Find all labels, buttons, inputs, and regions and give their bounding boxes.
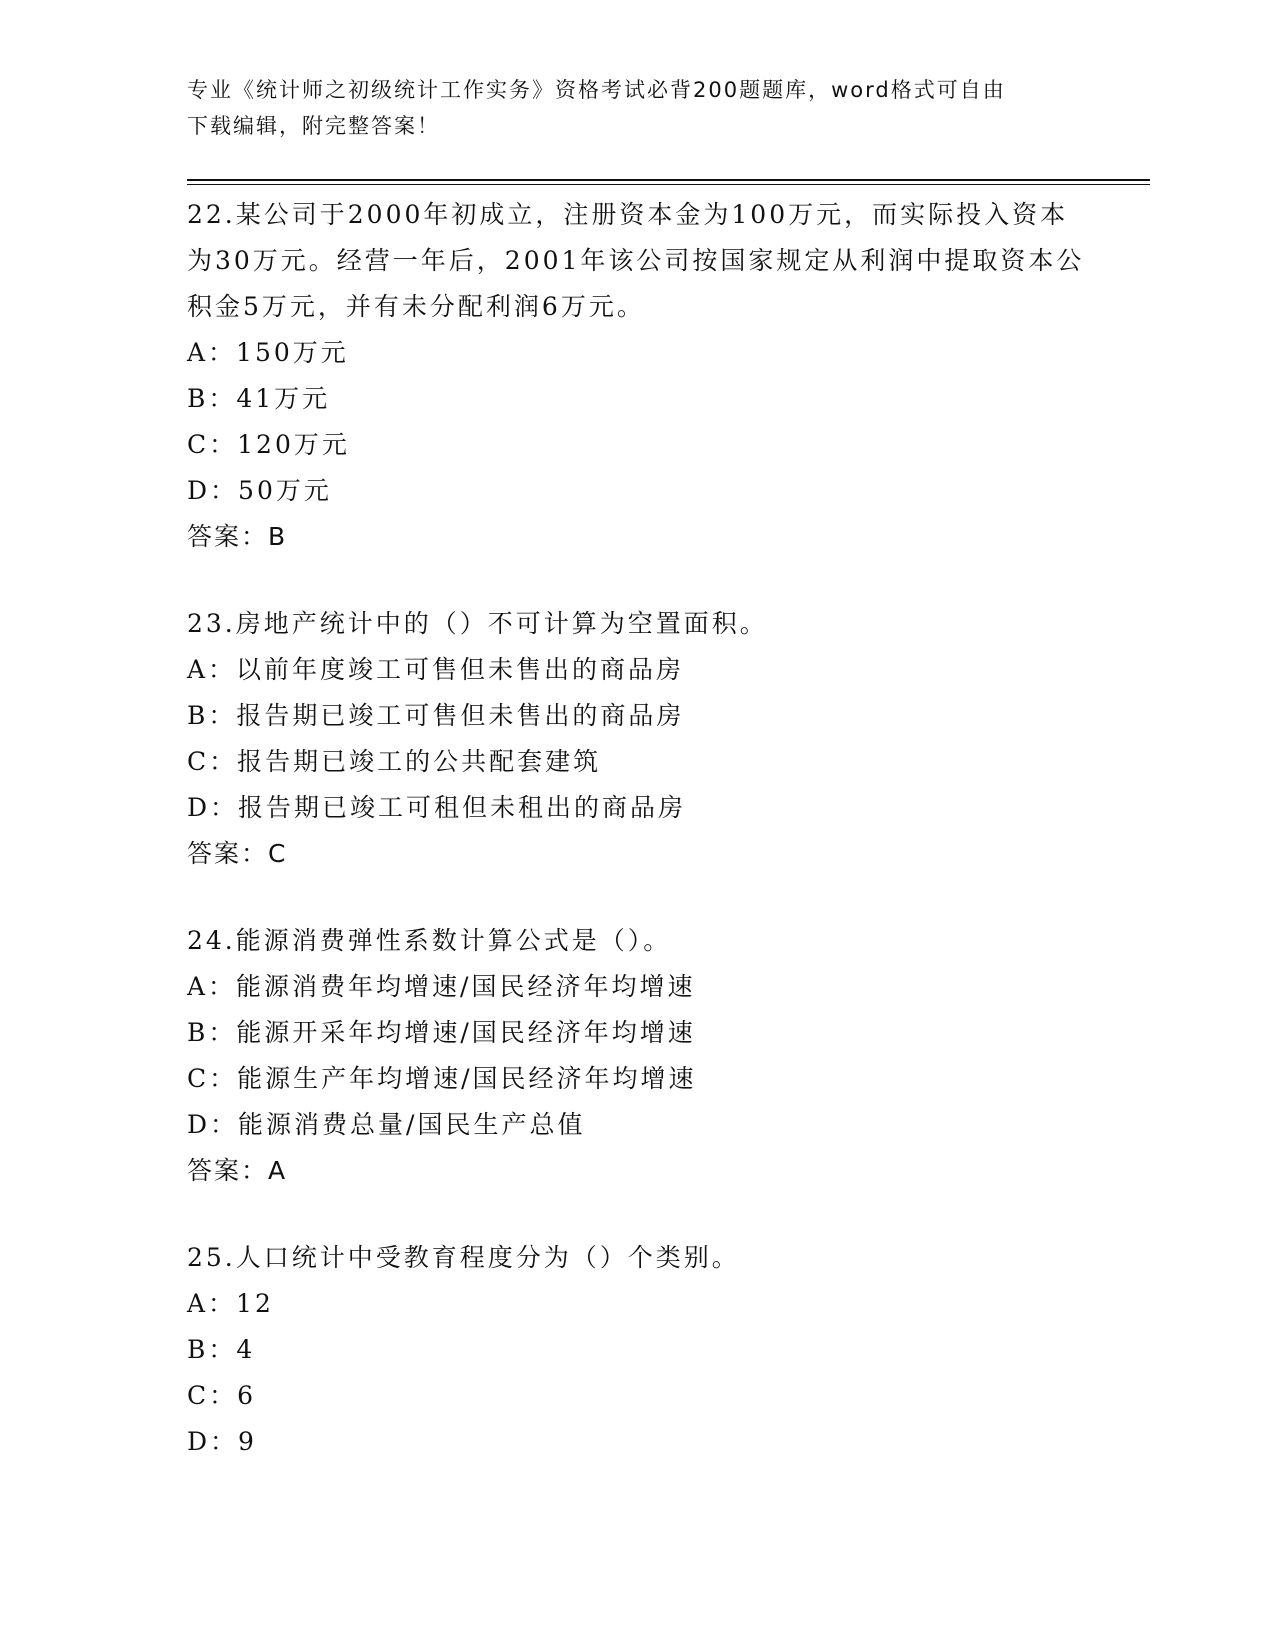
option-b: B：4 [187, 1335, 256, 1364]
question-text: 24.能源消费弹性系数计算公式是（）。 [187, 926, 672, 955]
header-line-1: 专业《统计师之初级统计工作实务》资格考试必背200题题库，word格式可自由 [187, 78, 1006, 102]
header-divider [187, 179, 1150, 181]
option-d: D：50万元 [187, 476, 332, 505]
option-a: A：以前年度竣工可售但未售出的商品房 [187, 655, 685, 684]
question-text: 22.某公司于2000年初成立，注册资本金为100万元，而实际投入资本为30万元。经营一年后，2001年该公司按国家规定从利润中提取资本公积金5万元，并有未分配利润6万元。 [187, 200, 1085, 321]
header-line-2: 下载编辑，附完整答案！ [187, 114, 440, 138]
question-23 [187, 601, 1087, 877]
document-header [187, 72, 1087, 144]
option-c: C：报告期已竣工的公共配套建筑 [187, 747, 602, 776]
answer: 答案：B [187, 522, 288, 551]
option-b: B：报告期已竣工可售但未售出的商品房 [187, 701, 685, 730]
question-25 [187, 1235, 1087, 1465]
answer: 答案：C [187, 839, 288, 868]
option-d: D：9 [187, 1427, 257, 1456]
option-a: A：能源消费年均增速/国民经济年均增速 [187, 972, 696, 1001]
option-c: C：6 [187, 1381, 257, 1410]
option-d: D：能源消费总量/国民生产总值 [187, 1110, 586, 1139]
header-divider-thin [187, 184, 1150, 185]
question-text: 23.房地产统计中的（）不可计算为空置面积。 [187, 609, 768, 638]
question-text: 25.人口统计中受教育程度分为（）个类别。 [187, 1243, 740, 1272]
question-22 [187, 192, 1087, 560]
option-a: A：150万元 [187, 338, 349, 367]
option-c: C：能源生产年均增速/国民经济年均增速 [187, 1064, 697, 1093]
question-list [187, 192, 1087, 1506]
option-b: B：能源开采年均增速/国民经济年均增速 [187, 1018, 696, 1047]
option-d: D：报告期已竣工可租但未租出的商品房 [187, 793, 687, 822]
answer: 答案：A [187, 1156, 288, 1185]
question-24 [187, 918, 1087, 1194]
option-c: C：120万元 [187, 430, 350, 459]
option-b: B：41万元 [187, 384, 331, 413]
option-a: A：12 [187, 1289, 274, 1318]
